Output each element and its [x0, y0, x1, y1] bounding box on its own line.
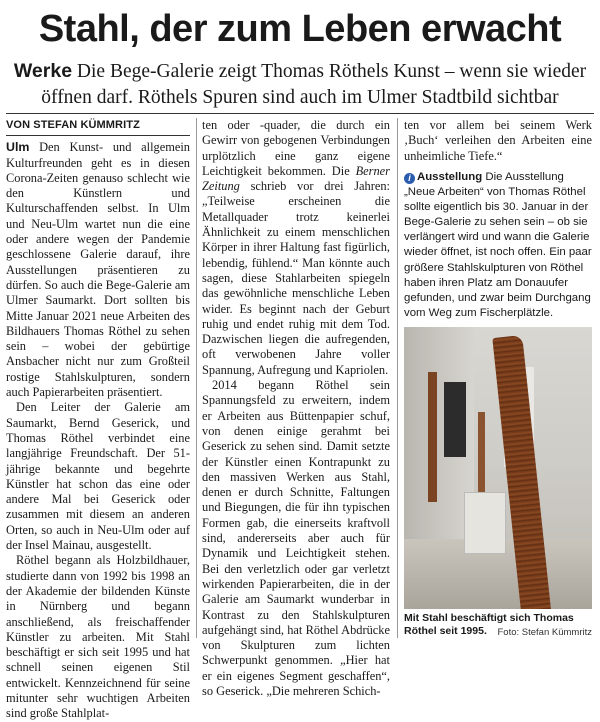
- newspaper-name: Berner Zeitung: [202, 163, 390, 194]
- dateline: Ulm: [6, 140, 30, 155]
- column-1: [6, 118, 190, 722]
- photo-steel-post: [428, 372, 437, 502]
- kicker: Werke: [13, 60, 73, 82]
- gallery-photo: [404, 327, 592, 609]
- column-divider: [397, 118, 398, 638]
- subheadline: [10, 58, 590, 111]
- byline: VON STEFAN KÜMMRITZ: [6, 118, 190, 136]
- photo-caption: Mit Stahl beschäftigt sich Thomas Röthel seit 1995.: [404, 612, 574, 637]
- info-circle-icon: i: [404, 173, 415, 184]
- header-rule: [6, 113, 594, 114]
- column-2: [202, 118, 390, 699]
- info-box: [404, 170, 594, 321]
- info-box-text: Die Ausstellung „Neue Arbeiten“ von Thomas Röthel sollte eigentlich bis 30. Januar in der Bege-Galerie zu sehen sein – ob sie verlängert wird und wann die Galerie wieder öffnet, ist noch offen. Ein paar größere Stahlskulpturen von Röthel haben ihren Platz am Donauufer gefunden, und zwar beim Durchgang vom Weg zum Fischerplätzle.: [404, 171, 592, 319]
- paragraph-text: Den Kunst- und allgemein Kulturfreunden geht es in diesen Corona-Zeiten genauso schlecht wie den Künstlern und Kulturschaffenden selbst. In Ulm und Neu-Ulm wartet nun die eine oder andere wegen der Pandemie geschlossene Galerie darauf, ihre Ausstellungen präsentieren zu dürfen. So auch die Bege-Galerie am Ulmer Saumarkt. Dort sollten bis Mitte Januar 2021 neue Arbeiten des Bildhauers Thomas Röthel zu sehen sein – wobei der gebürtige Ansbacher nicht nur zum Großteil rostige Stahlskulpturen, sondern auch Papierarbeiten präsentiert.: [6, 140, 190, 400]
- column-divider: [196, 118, 197, 638]
- photo-steel-post: [478, 412, 485, 492]
- subheadline-text: Die Bege-Galerie zeigt Thomas Röthels Kunst – wenn sie wieder öffnen darf. Röthels Spuren sind auch im Ulmer Stadtbild sichtbar: [41, 61, 587, 108]
- column-3: [404, 118, 592, 164]
- paragraph: [6, 140, 190, 400]
- paragraph: [202, 118, 390, 378]
- info-box-lead: Ausstellung: [417, 171, 483, 183]
- photo-credit: Foto: Stefan Kümmritz: [497, 627, 592, 638]
- paragraph-text: schrieb vor drei Jahren: „Teilweise erscheinen die Metallquader trotz keinerlei Ähnlichkeit zu einem menschlichen Körper in ihrer Haltung fast figürlich, lebendig, fühlend.“ Man könnte auch sagen, diese Stahlarbeiten spiegeln das gewöhnliche menschliche Leben wider. Es beginnt nach der Geburt ruhig und endet ruhig mit dem Tod. Dazwischen liegen die aufregenden, oft verwobenen Jahre voller Spannung, Aufregung und Kapriolen.: [202, 179, 390, 377]
- photo-dark-sculpture: [444, 382, 466, 457]
- paragraph: 2014 begann Röthel sein Spannungsfeld zu erweitern, indem er Arbeiten aus Büttenpapier schuf, von denen einige gerahmt bei Geserick zu sehen sind. Damit setzte der Künstler einen Kontrapunkt zu den massiven Werken aus Stahl, denen er durch Schnitte, Faltungen und Biegungen, die für ihn typischen Formen gab, die einerseits kraftvoll sind, andererseits aber auch für Dynamik und Leichtigkeit stehen. Bei den verletzlich oder gar verletzt wirkenden Papierarbeiten, die in der Galerie am Saumarkt wunderbar in Kontrast zu den Stahlskulpturen aufgehängt sind, hat Röthel Abdrücke von Skulpturen zum lichten Schwerpunkt genommen. „Hier hat er ein eigenes Segment geschaffen“, so Geserick. „Die mehreren Schich-: [202, 378, 390, 698]
- paragraph: Den Leiter der Galerie am Saumarkt, Bernd Geserick, und Thomas Röthel verbindet eine langjährige Freundschaft. Der 51-jährige bekannte und begehrte Künstler hat schon das eine oder andere Mal bei Geserick oder zusammen mit diesem an anderen Orten, so auch in Neu-Ulm oder auf der Insel Mainau, ausgestellt.: [6, 400, 190, 553]
- paragraph: ten vor allem bei seinem Werk ‚Buch‘ verleihen den Arbeiten eine unheimliche Tiefe.“: [404, 118, 592, 163]
- photo-pedestal: [464, 492, 506, 554]
- headline: Stahl, der zum Leben erwacht: [38, 8, 562, 50]
- paragraph-text: ten oder -quader, die durch ein Gewirr von gebogenen Verbindungen urplötzlich eine ganz eigene Leichtigkeit bekommen. Die: [202, 118, 390, 178]
- paragraph: Röthel begann als Holzbildhauer, studierte dann von 1992 bis 1998 an der Akademie der bildenden Künste in Nürnberg und begann anschließend, als freischaffender Künstler zu arbeiten. Mit Stahl beschäftigt er sich seit 1995 und hat schnell seinen eigenen Stil entwickelt. Kennzeichnend für seine mitunter sehr wuchtigen Arbeiten sind große Stahlplat-: [6, 553, 190, 721]
